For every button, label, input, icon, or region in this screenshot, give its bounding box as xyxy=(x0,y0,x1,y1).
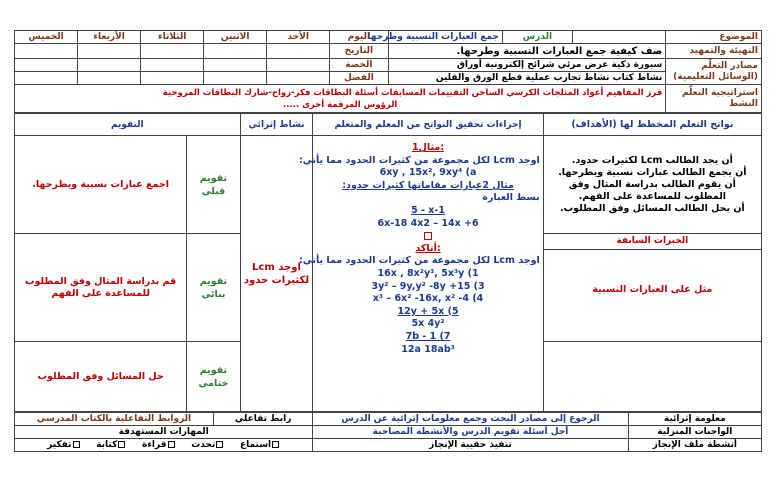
day-thu: الخميس xyxy=(15,31,78,44)
ex2-simplify: بسط العبارة xyxy=(482,192,540,204)
day-label: اليوم xyxy=(330,31,388,44)
eval-type-3: تقويم ختامي xyxy=(187,342,240,412)
checkbox-thinking[interactable] xyxy=(73,441,80,448)
outcome-4: أن يحل الطالب المسائل وفق المطلوب. xyxy=(560,202,745,214)
checkbox-writing[interactable] xyxy=(118,441,125,448)
lesson-label: الدرس xyxy=(502,31,572,44)
portfolio-label: أنشطة ملف الإنجاز xyxy=(628,439,761,452)
skill-listening: استماع xyxy=(239,440,272,450)
check-1: 16x , 8x²y³, 5x³y (1 xyxy=(377,267,479,279)
skills-label: المهارات المستهدفة xyxy=(15,426,313,439)
eval-type-2: تقويم بنائي xyxy=(187,234,240,342)
day-mon: الاثنين xyxy=(204,31,267,44)
skill-reading: قراءة xyxy=(142,440,167,450)
lesson-plan-table xyxy=(14,30,762,113)
strategies-label: استراتيجية التعلّم النشط xyxy=(666,85,762,113)
ex1-title: مثال1: xyxy=(412,142,445,153)
intro-text: صف كيفية جمع العبارات النسبية وطرحها. xyxy=(388,44,666,59)
sources-line2: نشاط كتاب نشاط تجارب عملية قطع الورق والقلين xyxy=(388,72,666,85)
check-7-top: 7b - 1 (7 xyxy=(405,330,451,342)
col-outcomes: نواتج التعلم المخطط لها (الأهداف) xyxy=(543,114,761,136)
day-sun: الأحد xyxy=(267,31,330,44)
procedural-text: الرجوع إلى مصادر البحث وجمع معلومات إثرائية عن الدرس xyxy=(313,413,628,426)
subject-label: الموضوع xyxy=(666,31,762,44)
outcome-3: أن يقوم الطالب بدراسة المثال وفق المطلوب للمساعدة على الفهم. xyxy=(568,178,736,202)
ex1-a: 6xy , 15x², 9xy⁴ (a xyxy=(379,167,477,179)
check-4: x³ – 6x² -16x, x² -4 (4 xyxy=(372,293,484,305)
check-5-top: 12y + 5x (5 xyxy=(397,305,459,317)
ex2-expr-top: 5 - x-1 xyxy=(411,204,445,216)
strategies-line1: فرز المفاهيم أعواد المثلجات الكرسي الساخن التقييمات المسابقات أسئلة البطاقات فكر-زواج-شارك البطاقات المروحية xyxy=(162,87,663,98)
homework-text: أحل أسئلة تقويم الدرس والأنشطة المصاحبة xyxy=(313,426,628,439)
interactive-label: رابط تفاعلي xyxy=(213,413,312,426)
eval-text-1: اجمع عبارات نسبية ويطرحها. xyxy=(15,136,187,234)
ex2-title: مثال 2عبارات مقاماتها كثيرات حدود: xyxy=(342,179,514,191)
period-label: الحصة xyxy=(330,59,388,72)
sources-line1: سبورة ذكية عرض مرئي شرائح إلكترونية أوراق xyxy=(388,59,666,72)
ex2-expr-bot: 6x-18 4x2 – 14x +6 xyxy=(377,217,479,229)
day-tue: الثلاثاء xyxy=(141,31,204,44)
intro-label: التهيئة والتمهيد xyxy=(666,44,762,59)
eval-text-2: قم بدراسة المثال وفق المطلوب للمساعدة على الفهم xyxy=(15,234,187,342)
col-evaluation: التقويم xyxy=(15,114,241,136)
eval-type-1: تقويم قبلي xyxy=(187,136,240,234)
main-table xyxy=(14,113,762,412)
class-label: الفصل xyxy=(330,72,388,85)
outcome-1: أن يجد الطالب Lcm لكثيرات حدود. xyxy=(571,154,733,166)
check-5-bot: 5x 4y² xyxy=(411,318,445,330)
check-title: أتاكد: xyxy=(415,242,441,254)
outcome-2: أن يجمع الطالب عبارات نسبية ويطرحها. xyxy=(558,166,747,178)
homework-label: الواجبات المنزلية xyxy=(628,426,761,439)
check-3: 3y² – 9y,y² -8y +15 (3 xyxy=(371,280,485,292)
skill-speaking: تحدث xyxy=(191,440,216,450)
strategies-line2: الرؤوس المرقمة أخرى ..... xyxy=(282,99,398,110)
skill-writing: كتابة xyxy=(96,440,118,450)
footer-table xyxy=(14,412,762,452)
checkbox-reading[interactable] xyxy=(168,441,175,448)
activity-text: اوجد Lcm لكثيرات حدود xyxy=(240,136,313,412)
skill-thinking: تفكير xyxy=(47,440,72,450)
date-label: التاريخ xyxy=(330,44,388,59)
col-procedures: إجراءات تحقيق النواتج من المعلم والمتعلم xyxy=(313,114,543,136)
procedural-label: معلومة إثرائية xyxy=(628,413,761,426)
day-wed: الأربعاء xyxy=(78,31,141,44)
check-text: اوجد Lcm لكل مجموعة من كثيرات الحدود مما يأتي: xyxy=(299,255,540,267)
eval-text-3: حل المسائل وفق المطلوب xyxy=(15,342,187,412)
portfolio-text: تنفيذ حقيبة الإنجاز xyxy=(313,439,628,452)
sources-label: مصادر التعلّم (الوسائل التعليمية) xyxy=(666,59,762,85)
ex1-text: اوجد Lcm لكل مجموعة من كثيرات الحدود مما يأتي: xyxy=(299,154,540,166)
interactive-text[interactable]: الروابط التفاعلية بالكتاب المدرسي xyxy=(15,413,214,426)
checkbox-listening[interactable] xyxy=(272,441,279,448)
checkbox-speaking[interactable] xyxy=(216,441,223,448)
lesson-title: جمع العبارات النسبية وطرحها xyxy=(388,31,502,44)
col-activity: نشاط إثرائي xyxy=(240,114,313,136)
image-icon xyxy=(316,230,539,243)
check-7-bot: 12a 18ab³ xyxy=(401,343,455,355)
prior-label: الخبرات السابقة xyxy=(544,234,761,250)
prior-text: مثل على العبارات النسبية xyxy=(592,284,713,295)
